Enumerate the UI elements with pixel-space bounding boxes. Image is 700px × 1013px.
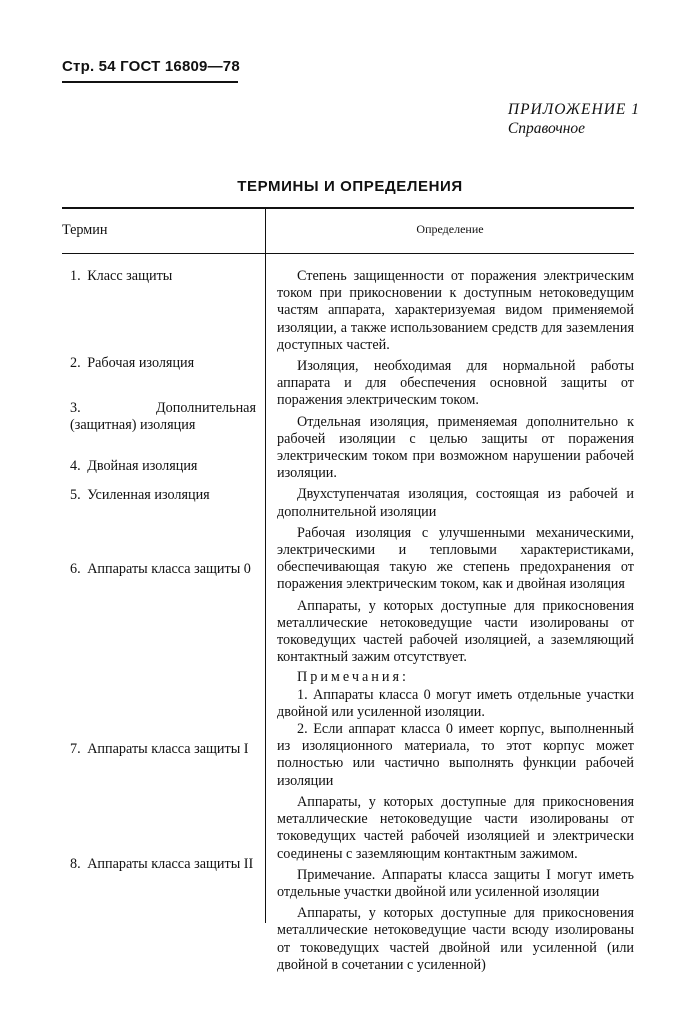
term-text: Аппараты класса защиты 0 (87, 561, 251, 577)
term-2 (70, 355, 256, 372)
page-header: Стр. 54 ГОСТ 16809—78 (62, 58, 240, 75)
term-text: Двойная изоляция (87, 458, 198, 474)
term-text: Аппараты класса защиты I (87, 741, 249, 757)
term-text: Рабочая изоляция (87, 355, 195, 371)
term-number: 3. (70, 400, 81, 416)
header-rule (62, 81, 238, 83)
term-5 (70, 487, 256, 504)
definition-4: Двухступенчатая изоляция, состоящая из рабочей и дополнительной изоляции (277, 486, 634, 520)
term-text: Аппараты класса защиты II (87, 856, 254, 872)
appendix-label (508, 100, 640, 138)
note-item: 1. Аппараты класса 0 могут иметь отдельные участки двойной или усиленной изоляции. (277, 686, 634, 720)
term-6 (70, 561, 256, 578)
column-divider (265, 208, 266, 923)
term-text: Усиленная изоляция (87, 487, 210, 503)
term-8 (70, 856, 256, 873)
definition-2: Изоляция, необходимая для нормальной работы аппарата и для обеспечения основной защиты от поражения электрическим током. (277, 358, 634, 409)
table-header-rule (62, 253, 634, 254)
table-top-rule (62, 207, 634, 209)
term-4 (70, 458, 256, 475)
column-header-term: Термин (62, 222, 108, 238)
term-number: 5. (70, 487, 81, 503)
definition-8: Аппараты, у которых доступные для прикосновения металлические нетоковедущие части всюду изолированы от токоведущих частей двойной или усиленной (или двойной в сочетании с усиленной) (277, 905, 634, 973)
term-1 (70, 268, 256, 285)
definition-1: Степень защищенности от поражения электрическим током при прикосновении к доступным нетоковедущим частям аппарата, характеризуемая видом применяемой изоляции, а также использованием средств для заземления доступных частей. (277, 268, 634, 353)
appendix-subtitle: Справочное (507, 120, 586, 137)
definition-3: Отдельная изоляция, применяемая дополнительно к рабочей изоляции с целью защиты от поражения электрическим током при возможном нарушении рабочей изоляции. (277, 413, 634, 482)
term-text: Класс защиты (87, 268, 173, 284)
document-title: ТЕРМИНЫ И ОПРЕДЕЛЕНИЯ (237, 178, 463, 195)
notes-heading: Примечания: (297, 669, 409, 686)
definition-6: Аппараты, у которых доступные для прикосновения металлические нетоковедущие части изолированы от токоведущих частей рабочей изоляцией, а заземляющий контактный зажим отсутствует. (277, 597, 634, 666)
term-7 (70, 741, 256, 758)
column-header-definition: Определение (416, 222, 484, 236)
definition-5: Рабочая изоляция с улучшенными механическими, электрическими и тепловыми характеристиками, обеспечивающая такую же степень предохранения от поражения электрическим током, как и двойная изоляция (277, 524, 634, 593)
term-3 (70, 400, 256, 434)
appendix-title: ПРИЛОЖЕНИЕ 1 (507, 101, 640, 118)
definitions-column (277, 268, 634, 978)
term-number: 7. (70, 741, 81, 757)
term-text: Дополнительная (защитная) изоляция (70, 400, 256, 433)
definition-7-note: Примечание. Аппараты класса защиты I могут иметь отдельные участки двойной или усиленной изоляции (277, 866, 634, 900)
note-item: 2. Если аппарат класса 0 имеет корпус, выполненный из изоляционного материала, то этот корпус может полностью или частично выполнять функции рабочей изоляции (277, 721, 634, 789)
term-number: 2. (70, 355, 81, 371)
term-number: 8. (70, 856, 81, 872)
term-number: 1. (70, 268, 81, 284)
term-number: 4. (70, 458, 81, 474)
term-number: 6. (70, 561, 81, 577)
definition-7: Аппараты, у которых доступные для прикосновения металлические нетоковедущие части изолированы от токоведущих частей рабочей изоляцией и электрически соединены с заземляющим контактным зажимом. (277, 793, 634, 862)
